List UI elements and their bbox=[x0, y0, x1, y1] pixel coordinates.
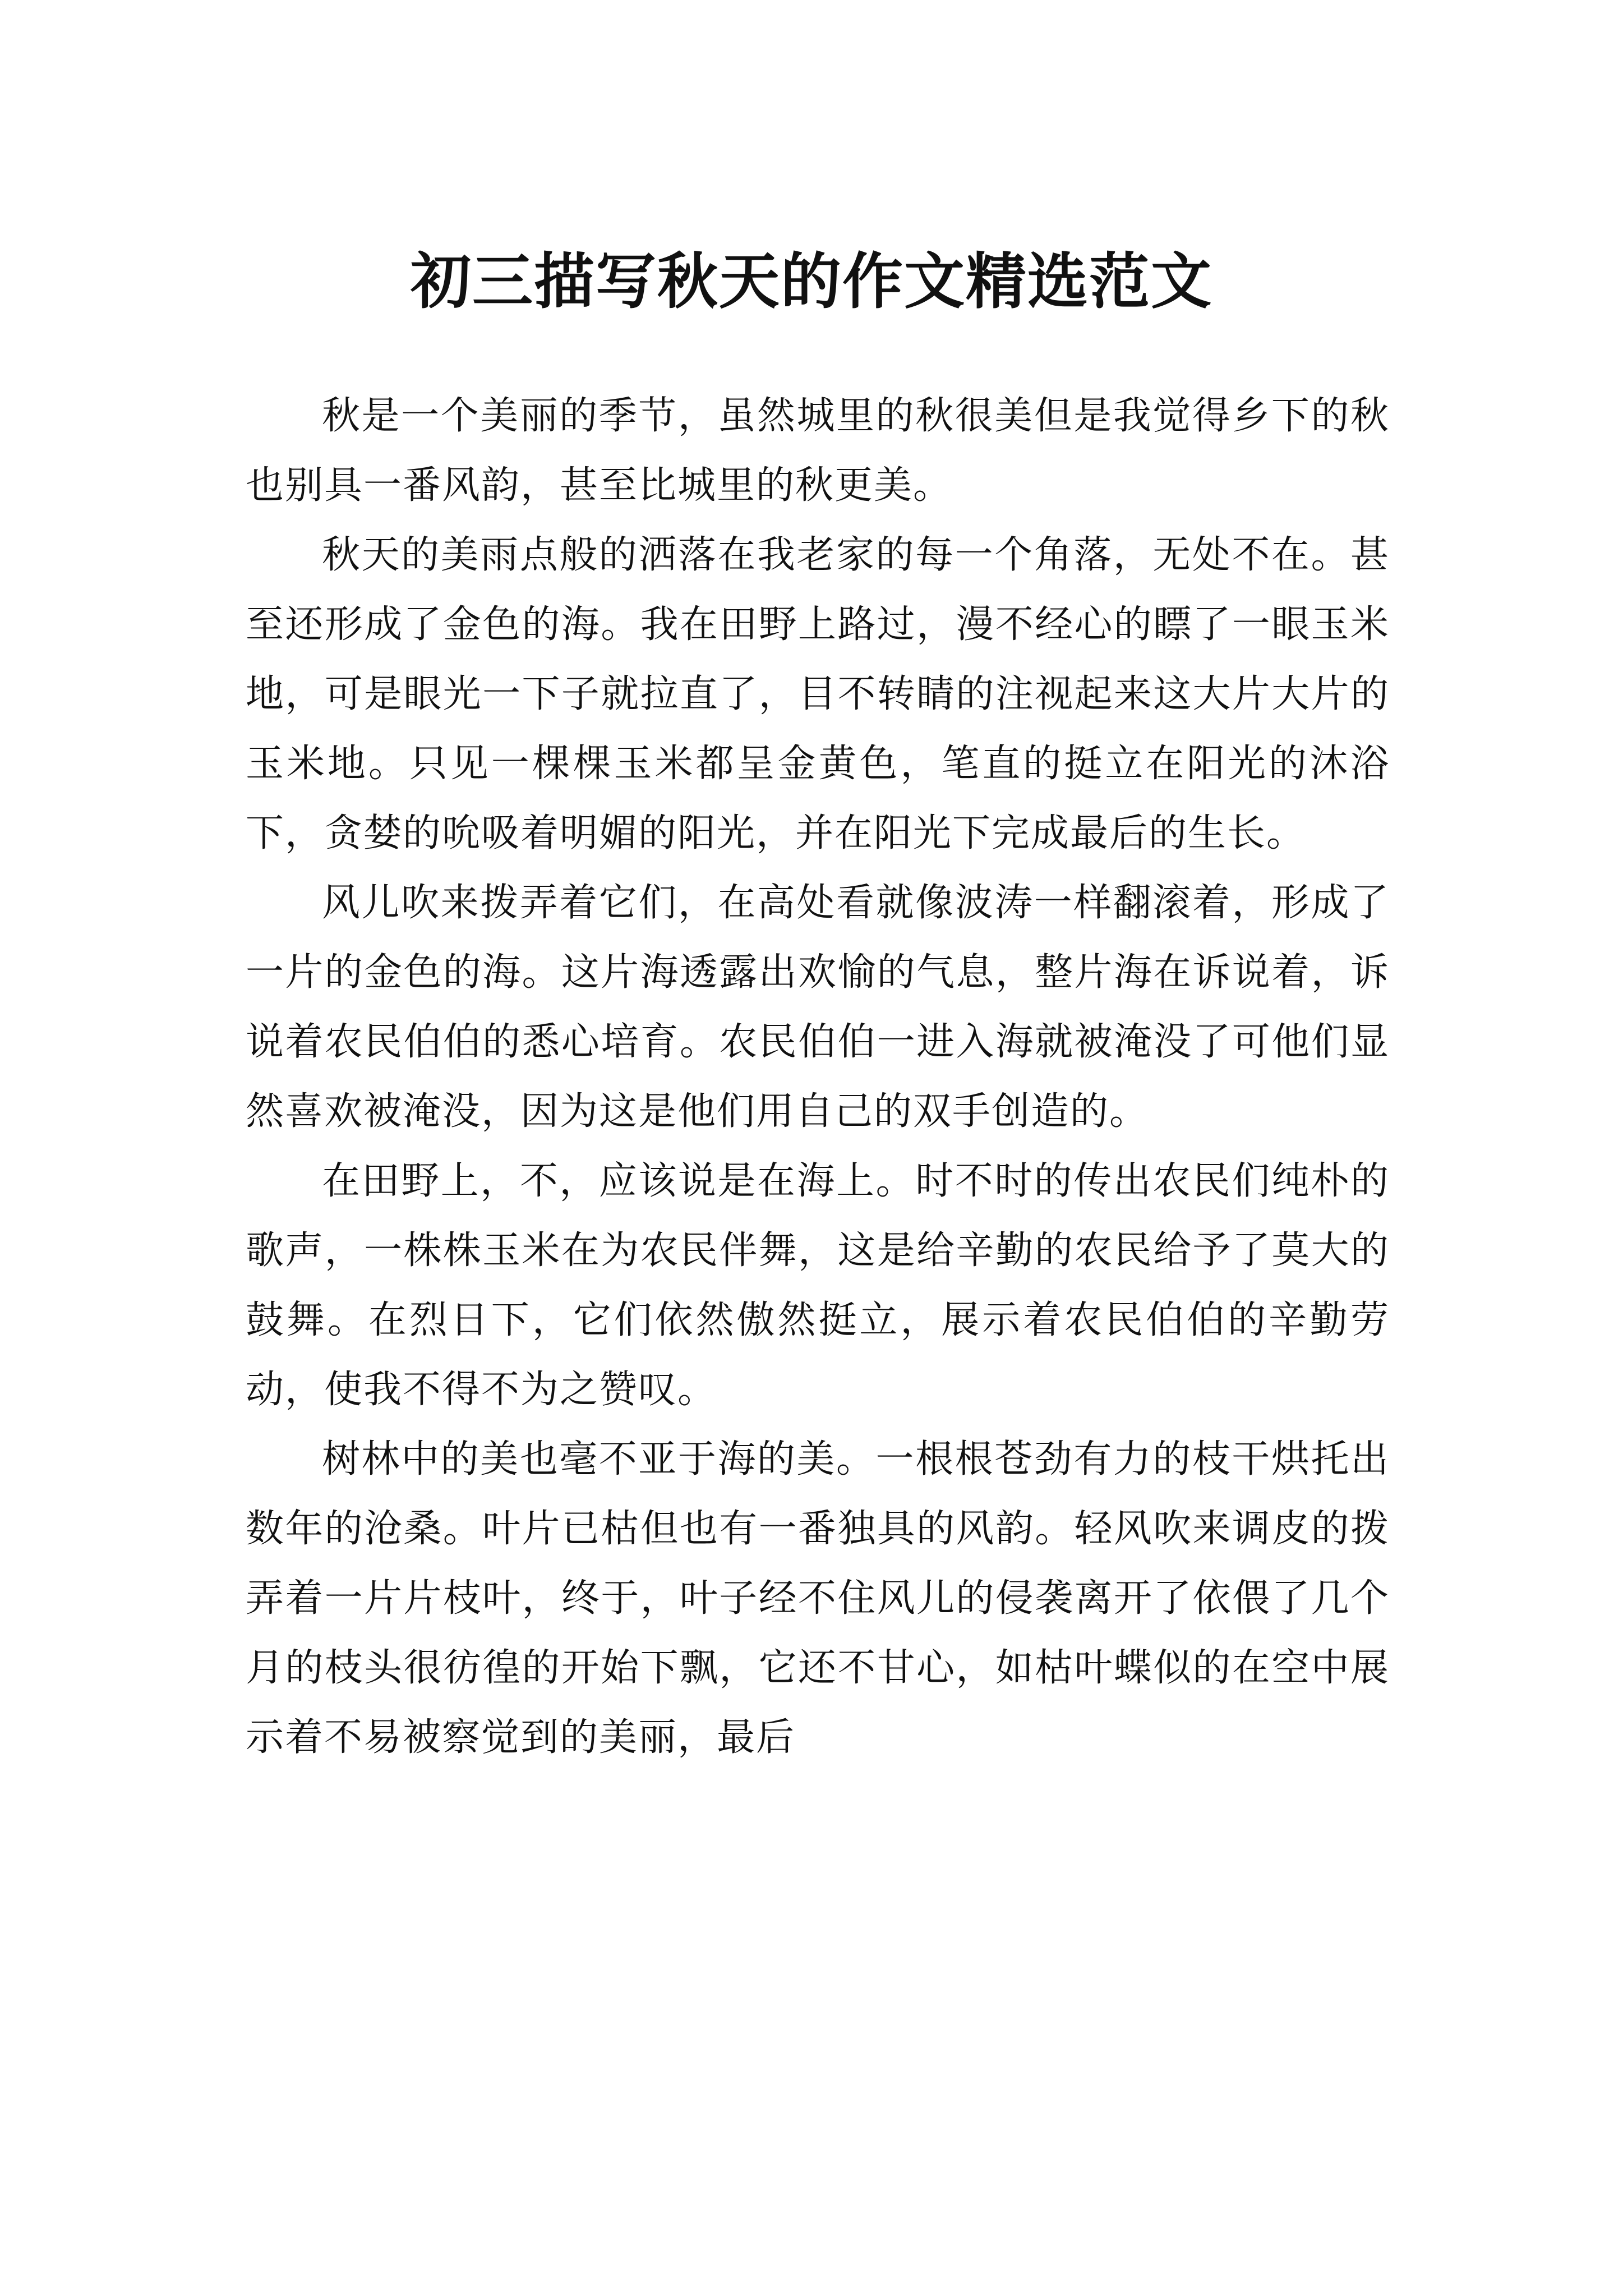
document-body bbox=[246, 381, 1390, 1773]
paragraph-2: 秋天的美雨点般的洒落在我老家的每一个角落，无处不在。甚至还形成了金色的海。我在田野上路过，漫不经心的瞟了一眼玉米地，可是眼光一下子就拉直了，目不转睛的注视起来这大片大片的玉米地。只见一棵棵玉米都呈金黄色，笔直的挺立在阳光的沐浴下，贪婪的吮吸着明媚的阳光，并在阳光下完成最后的生长。 bbox=[246, 533, 1390, 855]
paragraph-4: 在田野上，不，应该说是在海上。时不时的传出农民们纯朴的歌声，一株株玉米在为农民伴舞，这是给辛勤的农民给予了莫大的鼓舞。在烈日下，它们依然傲然挺立，展示着农民伯伯的辛勤劳动，使我不得不为之赞叹。 bbox=[246, 1159, 1390, 1412]
document-title: 初三描写秋天的作文精选范文 bbox=[410, 246, 1212, 318]
paragraph-1: 秋是一个美丽的季节，虽然城里的秋很美但是我觉得乡下的秋也别具一番风韵，甚至比城里的秋更美。 bbox=[246, 394, 1390, 508]
paragraph-5: 树林中的美也毫不亚于海的美。一根根苍劲有力的枝干烘托出数年的沧桑。叶片已枯但也有一番独具的风韵。轻风吹来调皮的拨弄着一片片枝叶，终于，叶子经不住风儿的侵袭离开了依偎了几个月的枝头很彷徨的开始下飘，它还不甘心，如枯叶蝶似的在空中展示着不易被察觉到的美丽，最后 bbox=[246, 1437, 1390, 1760]
paragraph-3: 风儿吹来拨弄着它们，在高处看就像波涛一样翻滚着，形成了一片的金色的海。这片海透露出欢愉的气息，整片海在诉说着，诉说着农民伯伯的悉心培育。农民伯伯一进入海就被淹没了可他们显然喜欢被淹没，因为这是他们用自己的双手创造的。 bbox=[246, 881, 1390, 1134]
